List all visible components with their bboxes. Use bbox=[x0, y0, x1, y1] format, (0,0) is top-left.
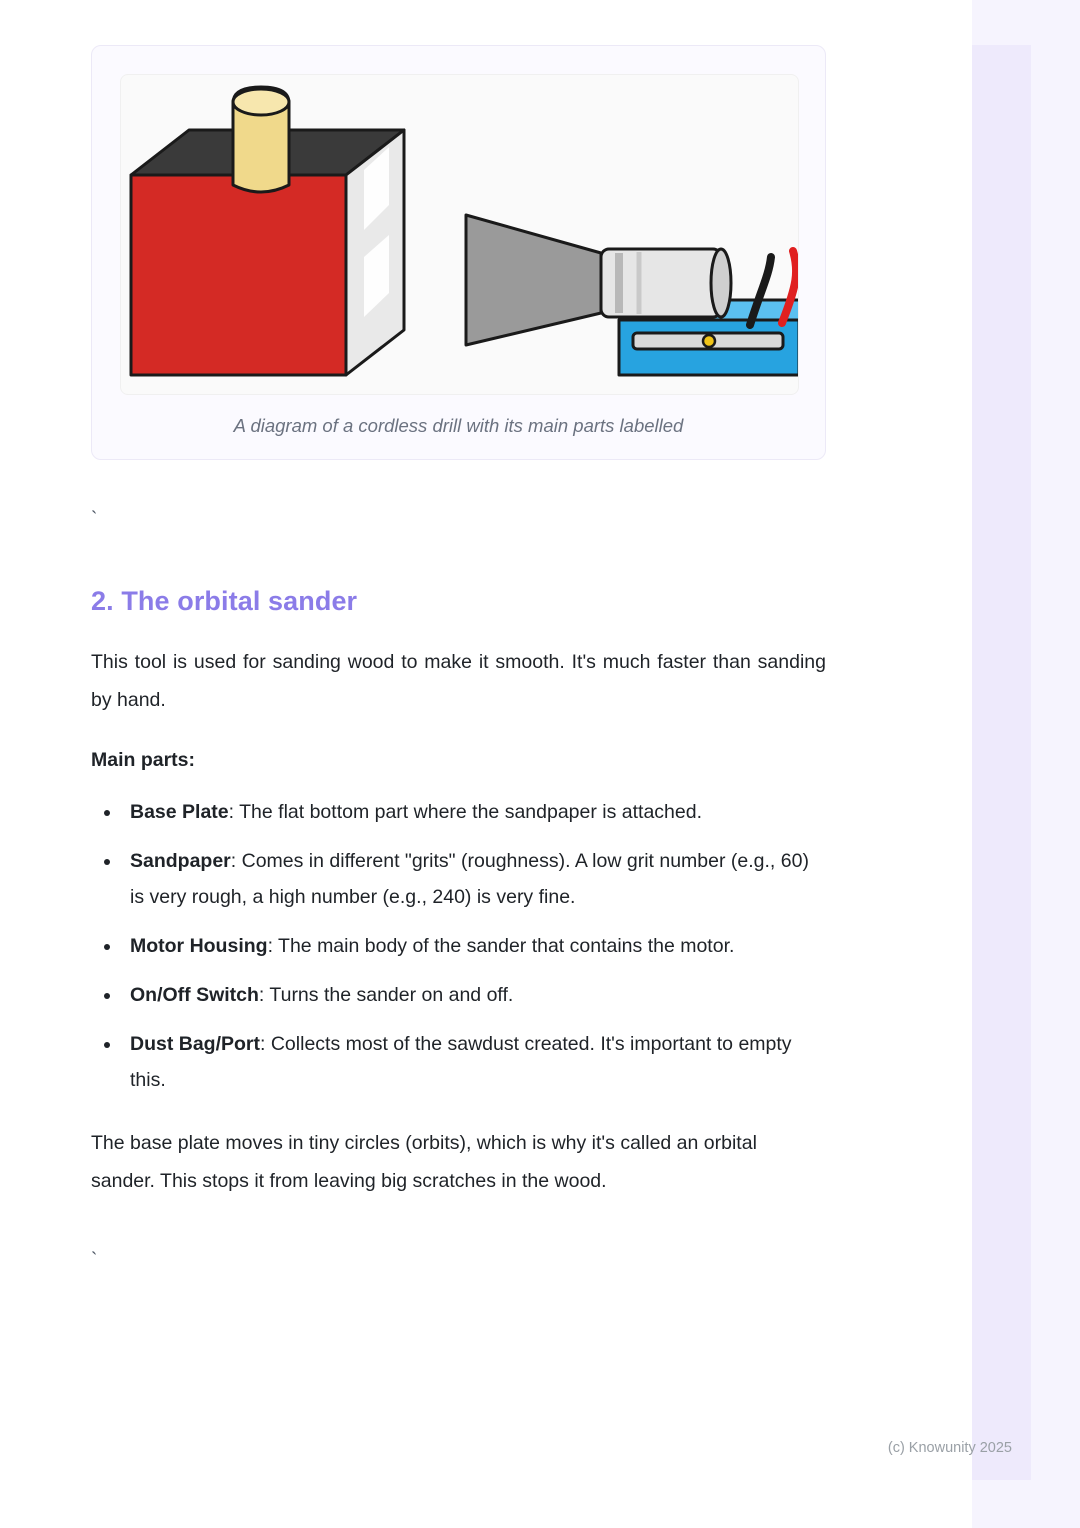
part-name: Dust Bag/Port bbox=[130, 1033, 261, 1056]
list-item bbox=[122, 977, 826, 1013]
main-parts-label: Main parts: bbox=[91, 749, 196, 772]
part-description: : The main body of the sander that contains the motor. bbox=[267, 935, 735, 958]
part-description: : Collects most of the sawdust created. It's important to empty this. bbox=[130, 1033, 792, 1092]
part-name: On/Off Switch bbox=[130, 984, 259, 1007]
drill-diagram-illustration bbox=[120, 74, 799, 395]
document-content bbox=[91, 45, 826, 1271]
list-item bbox=[122, 843, 826, 915]
part-description: : Turns the sander on and off. bbox=[258, 984, 514, 1007]
section-outro-paragraph: The base plate moves in tiny circles (orbits), which is why it's called an orbital sander. This stops it from leaving big scratches in the wood. bbox=[91, 1132, 757, 1193]
list-item bbox=[122, 1026, 826, 1098]
list-item bbox=[122, 794, 826, 830]
part-description: : The flat bottom part where the sandpaper is attached. bbox=[228, 801, 702, 824]
cordless-drill-diagram-svg bbox=[121, 75, 799, 395]
part-name: Motor Housing bbox=[130, 935, 268, 958]
figure-caption: A diagram of a cordless drill with its main parts labelled bbox=[233, 415, 684, 436]
list-item bbox=[122, 928, 826, 964]
part-name: Base Plate bbox=[130, 801, 229, 824]
copyright-footer: (c) Knowunity 2025 bbox=[887, 1440, 1012, 1456]
figure-card bbox=[91, 45, 826, 460]
part-name: Sandpaper bbox=[130, 850, 231, 873]
main-parts-list bbox=[91, 794, 826, 1098]
chuck-shape bbox=[233, 87, 289, 192]
section-intro-paragraph: This tool is used for sanding wood to make it smooth. It's much faster than sanding by hand. bbox=[91, 651, 826, 712]
section-heading: 2. The orbital sander bbox=[91, 586, 358, 616]
stray-backtick-bottom: ` bbox=[91, 1249, 98, 1271]
part-description: : Comes in different "grits" (roughness). A low grit number (e.g., 60) is very rough, a high number (e.g., 240) is very fine. bbox=[130, 850, 809, 909]
stray-backtick-top: ` bbox=[91, 509, 98, 530]
